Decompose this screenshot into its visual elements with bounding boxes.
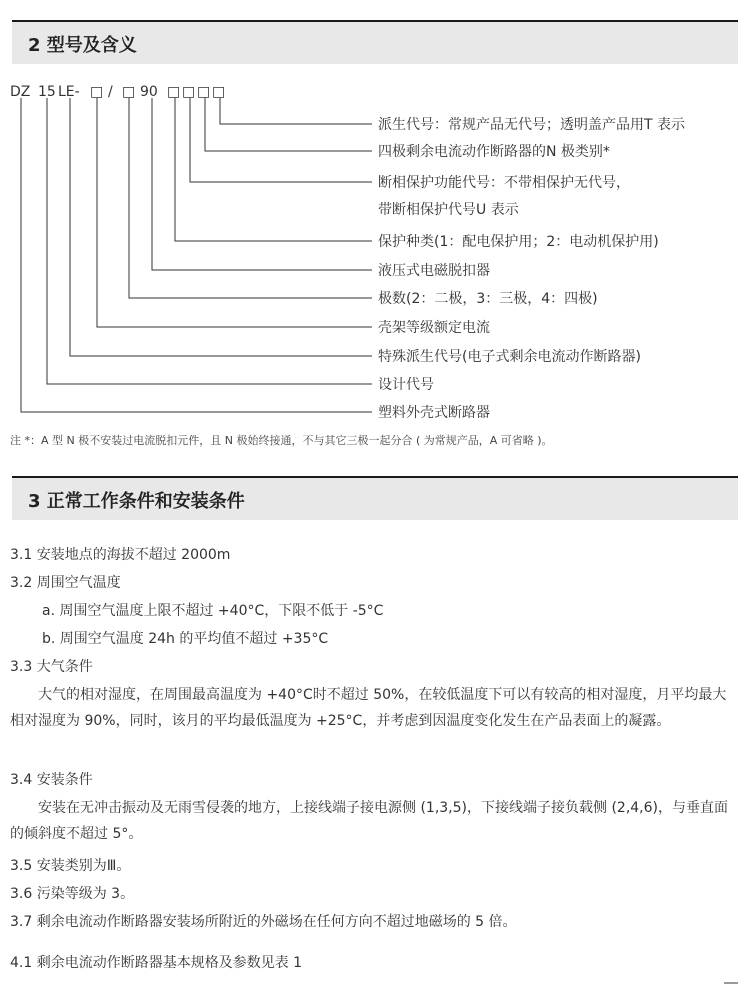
- code-token-slash: /: [108, 84, 113, 100]
- desc-n-pole-category: 四极剩余电流动作断路器的N 极类别*: [378, 144, 610, 160]
- code-token-le: LE-: [58, 84, 80, 100]
- desc-poles: 极数(2：二极，3：三极，4：四极): [378, 291, 598, 307]
- desc-trip-unit: 液压式电磁脱扣器: [378, 263, 490, 279]
- leader-line-11: [21, 98, 372, 412]
- section-3-header: [12, 476, 738, 520]
- code-token-dz: DZ: [10, 84, 31, 100]
- code-token-box-6: □: [212, 84, 226, 100]
- code-token-90: 90: [140, 84, 158, 100]
- code-token-box-5: □: [197, 84, 211, 100]
- code-token-box-3: □: [167, 84, 181, 100]
- code-token-box-2: □: [122, 84, 136, 100]
- item-3-2-a: a. 周围空气温度上限不超过 +40°C，下限不低于 -5°C: [42, 603, 384, 619]
- section-2-header: [12, 20, 738, 64]
- item-3-2-heading: 3.2 周围空气温度: [10, 575, 121, 591]
- leader-line-4: [190, 98, 372, 182]
- item-3-3-body: 大气的相对湿度，在周围最高温度为 +40°C时不超过 50%，在较低温度下可以有较高的相对湿度，月平均最大相对湿度为 90%，同时，该月的平均最低温度为 +25°C，并考虑到因温度变化发生在产品表面上的凝露。: [10, 687, 727, 729]
- item-4-1: 4.1 剩余电流动作断路器基本规格及参数见表 1: [10, 955, 303, 971]
- desc-variant-code: 派生代号：常规产品无代号；透明盖产品用T 表示: [378, 117, 686, 133]
- section-2-title: 2 型号及含义: [28, 35, 137, 56]
- desc-mccb: 塑料外壳式断路器: [378, 405, 490, 421]
- section-3-title: 3 正常工作条件和安装条件: [28, 491, 245, 512]
- item-3-7: 3.7 剩余电流动作断路器安装场所附近的外磁场在任何方向不超过地磁场的 5 倍。: [10, 914, 517, 930]
- footnote: 注 *：A 型 N 极不安装过电流脱扣元件，且 N 极始终接通，不与其它三极一起分合 ( 为常规产品，A 可省略 )。: [10, 434, 553, 447]
- item-3-5: 3.5 安装类别为Ⅲ。: [10, 858, 131, 874]
- item-3-4-body: 安装在无冲击振动及无雨雪侵袭的地方，上接线端子接电源侧 (1,3,5)，下接线端子接负载侧 (2,4,6)，与垂直面的倾斜度不超过 5°。: [10, 800, 728, 842]
- desc-protection-type: 保护种类(1：配电保护用；2：电动机保护用): [378, 234, 659, 250]
- desc-phase-protection: 断相保护功能代号：不带相保护无代号，: [378, 175, 630, 191]
- leader-line-2: [220, 98, 372, 124]
- code-token-15: 15: [38, 84, 56, 100]
- desc-frame-current: 壳架等级额定电流: [378, 320, 490, 336]
- item-3-6: 3.6 污染等级为 3。: [10, 886, 135, 902]
- page-corner-mark: [724, 982, 738, 984]
- leader-line-8: [97, 98, 372, 327]
- desc-special-variant: 特殊派生代号(电子式剩余电流动作断路器): [378, 349, 641, 365]
- item-3-3-heading: 3.3 大气条件: [10, 659, 93, 675]
- item-3-1: 3.1 安装地点的海拔不超过 2000m: [10, 547, 231, 563]
- item-3-2-b: b. 周围空气温度 24h 的平均值不超过 +35°C: [42, 631, 329, 647]
- code-token-box-4: □: [182, 84, 196, 100]
- item-3-4-heading: 3.4 安装条件: [10, 772, 93, 788]
- leader-line-9: [70, 98, 372, 356]
- code-token-box-1: □: [90, 84, 104, 100]
- leader-line-7: [129, 98, 372, 298]
- desc-design-code: 设计代号: [378, 377, 434, 393]
- desc-phase-protection-cont: 带断相保护代号U 表示: [378, 202, 519, 218]
- model-code-diagram: [0, 72, 750, 422]
